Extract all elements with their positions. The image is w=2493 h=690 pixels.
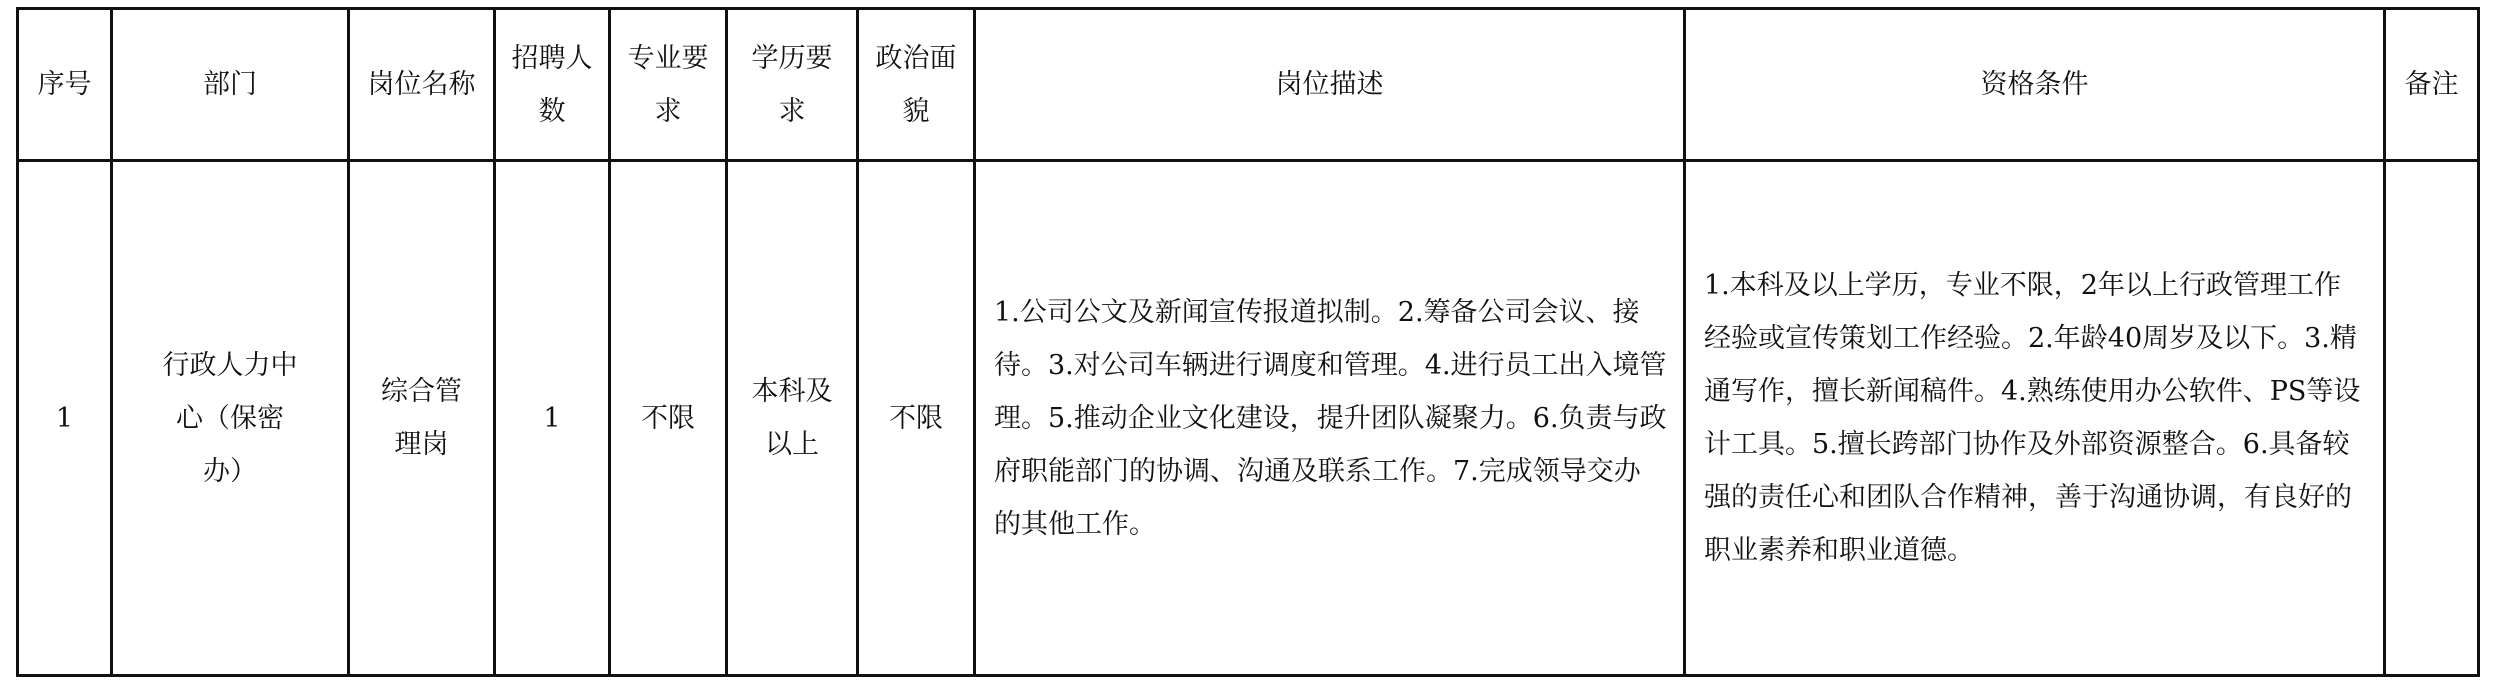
header-index: 序号 [18, 9, 112, 161]
header-department: 部门 [112, 9, 349, 161]
header-headcount: 招聘人数 [495, 9, 610, 161]
table-row [18, 161, 2479, 676]
header-qualifications: 资格条件 [1685, 9, 2385, 161]
cell-position: 综合管理岗 [349, 161, 495, 676]
header-political: 政治面貌 [858, 9, 975, 161]
header-row [18, 9, 2479, 161]
header-description: 岗位描述 [975, 9, 1685, 161]
cell-education: 本科及以上 [727, 161, 858, 676]
header-remarks: 备注 [2385, 9, 2479, 161]
cell-headcount: 1 [495, 161, 610, 676]
header-position: 岗位名称 [349, 9, 495, 161]
cell-remarks [2385, 161, 2479, 676]
recruitment-table [16, 7, 2480, 677]
cell-major: 不限 [610, 161, 727, 676]
header-education: 学历要求 [727, 9, 858, 161]
cell-index: 1 [18, 161, 112, 676]
header-major: 专业要求 [610, 9, 727, 161]
cell-description: 1.公司公文及新闻宣传报道拟制。2.筹备公司会议、接待。3.对公司车辆进行调度和管理。4.进行员工出入境管理。5.推动企业文化建设，提升团队凝聚力。6.负责与政府职能部门的协调、沟通及联系工作。7.完成领导交办的其他工作。 [975, 161, 1685, 676]
cell-qualifications: 1.本科及以上学历，专业不限，2年以上行政管理工作经验或宣传策划工作经验。2.年龄40周岁及以下。3.精通写作，擅长新闻稿件。4.熟练使用办公软件、PS等设计工具。5.擅长跨部门协作及外部资源整合。6.具备较强的责任心和团队合作精神，善于沟通协调，有良好的职业素养和职业道德。 [1685, 161, 2385, 676]
cell-department: 行政人力中心（保密办） [112, 161, 349, 676]
cell-political: 不限 [858, 161, 975, 676]
